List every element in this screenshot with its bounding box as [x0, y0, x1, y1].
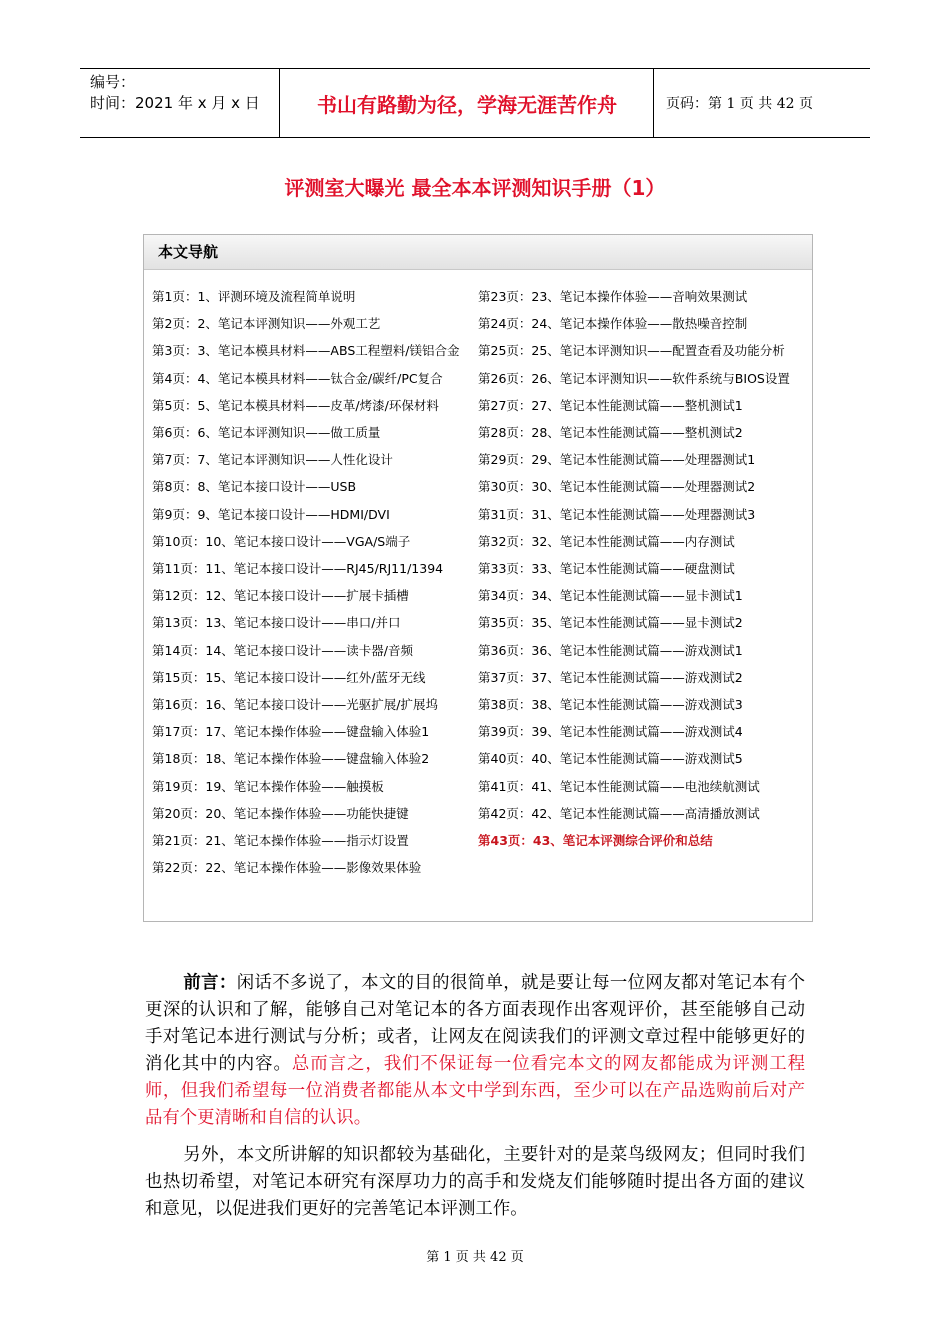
document-number-label: 编号： — [90, 73, 136, 91]
page-footer: 第 1 页 共 42 页 — [426, 1250, 524, 1265]
preface-lead: 前言： — [183, 973, 237, 993]
nav-link-right-7[interactable]: 第29页：29、笔记本性能测试篇——处理器测试1 — [478, 452, 756, 468]
nav-link-left-1[interactable]: 第1页：1、评测环境及流程简单说明 — [152, 289, 356, 304]
nav-link-left-12[interactable]: 第12页：12、笔记本接口设计——扩展卡插槽 — [152, 588, 409, 604]
document-date-label: 时间：2021 年 x 月 x 日 — [90, 94, 260, 112]
nav-link-left-18[interactable]: 第18页：18、笔记本操作体验——键盘输入体验2 — [152, 751, 430, 767]
nav-link-right-21[interactable]: 第43页：43、笔记本评测综合评价和总结 — [478, 833, 713, 849]
preface-text: 闲话不多说了，本文的目的很简单，就是要让每一位网友都对笔记本有个更深的认识和了解，能够自己对笔记本的各方面表现作出客观评价，甚至能够自己动手对笔记本进行测试与分析；或者，让网友在阅读我们的评测文章过程中能够更好的消化其中的内容。 — [145, 973, 805, 1074]
second-paragraph — [145, 1142, 805, 1223]
nav-link-right-16[interactable]: 第38页：38、笔记本性能测试篇——游戏测试3 — [478, 697, 743, 713]
nav-link-left-2[interactable]: 第2页：2、笔记本评测知识——外观工艺 — [152, 316, 381, 332]
nav-link-right-5[interactable]: 第27页：27、笔记本性能测试篇——整机测试1 — [478, 397, 743, 413]
nav-link-right-10[interactable]: 第32页：32、笔记本性能测试篇——内存测试 — [478, 533, 735, 549]
nav-link-left-9[interactable]: 第9页：9、笔记本接口设计——HDMI/DVI — [152, 506, 390, 522]
nav-link-right-11[interactable]: 第33页：33、笔记本性能测试篇——硬盘测试 — [478, 561, 735, 577]
nav-link-left-6[interactable]: 第6页：6、笔记本评测知识——做工质量 — [152, 425, 381, 441]
header-page-code: 页码：第 1 页 共 42 页 — [666, 96, 813, 112]
nav-link-right-6[interactable]: 第28页：28、笔记本性能测试篇——整机测试2 — [478, 425, 743, 441]
nav-link-left-11[interactable]: 第11页：11、笔记本接口设计——RJ45/RJ11/1394 — [152, 561, 444, 577]
nav-link-right-3[interactable]: 第25页：25、笔记本评测知识——配置查看及功能分析 — [478, 343, 785, 359]
second-paragraph-text: 另外，本文所讲解的知识都较为基础化，主要针对的是菜鸟级网友；但同时我们也热切希望，对笔记本研究有深厚功力的高手和发烧友们能够随时提出各方面的建议和意见，以促进我们更好的完善笔记本评测工作。 — [145, 1145, 805, 1219]
nav-link-right-4[interactable]: 第26页：26、笔记本评测知识——软件系统与BIOS设置 — [478, 370, 790, 386]
navigation-left-column — [152, 283, 470, 881]
nav-link-left-22[interactable]: 第22页：22、笔记本操作体验——影像效果体验 — [152, 860, 422, 876]
nav-link-left-16[interactable]: 第16页：16、笔记本接口设计——光驱扩展/扩展坞 — [152, 697, 439, 713]
nav-link-right-17[interactable]: 第39页：39、笔记本性能测试篇——游戏测试4 — [478, 724, 743, 740]
nav-link-left-13[interactable]: 第13页：13、笔记本接口设计——串口/并口 — [152, 615, 401, 631]
nav-link-right-15[interactable]: 第37页：37、笔记本性能测试篇——游戏测试2 — [478, 669, 743, 685]
nav-link-left-3[interactable]: 第3页：3、笔记本模具材料——ABS工程塑料/镁铝合金 — [152, 343, 460, 359]
nav-link-right-1[interactable]: 第23页：23、笔记本操作体验——音响效果测试 — [478, 289, 748, 304]
nav-link-left-20[interactable]: 第20页：20、笔记本操作体验——功能快捷键 — [152, 805, 409, 821]
navigation-heading: 本文导航 — [144, 235, 812, 270]
header-motto: 书山有路勤为径，学海无涯苦作舟 — [281, 69, 654, 137]
header-meta — [80, 69, 280, 137]
nav-link-left-17[interactable]: 第17页：17、笔记本操作体验——键盘输入体验1 — [152, 724, 430, 740]
nav-link-left-5[interactable]: 第5页：5、笔记本模具材料——皮革/烤漆/环保材料 — [152, 397, 439, 413]
nav-link-left-21[interactable]: 第21页：21、笔记本操作体验——指示灯设置 — [152, 833, 409, 849]
nav-link-right-13[interactable]: 第35页：35、笔记本性能测试篇——显卡测试2 — [478, 615, 743, 631]
preface-highlight: 总而言之，我们不保证每一位看完本文的网友都能成为评测工程师，但我们希望每一位消费者都能从本文中学到东西，至少可以在产品选购前后对产品有个更清晰和自信的认识。 — [145, 1054, 805, 1128]
header-table — [80, 68, 870, 138]
nav-link-left-4[interactable]: 第4页：4、笔记本模具材料——钛合金/碳纤/PC复合 — [152, 370, 443, 386]
nav-link-right-14[interactable]: 第36页：36、笔记本性能测试篇——游戏测试1 — [478, 642, 743, 658]
nav-link-right-19[interactable]: 第41页：41、笔记本性能测试篇——电池续航测试 — [478, 778, 760, 794]
nav-link-right-9[interactable]: 第31页：31、笔记本性能测试篇——处理器测试3 — [478, 506, 756, 522]
navigation-right-column — [478, 283, 804, 854]
page-title: 评测室大曝光 最全本本评测知识手册（1） — [284, 176, 666, 200]
nav-link-left-10[interactable]: 第10页：10、笔记本接口设计——VGA/S端子 — [152, 533, 411, 549]
nav-link-right-2[interactable]: 第24页：24、笔记本操作体验——散热噪音控制 — [478, 316, 748, 332]
nav-link-right-18[interactable]: 第40页：40、笔记本性能测试篇——游戏测试5 — [478, 751, 743, 767]
preface-paragraph — [145, 970, 805, 1132]
nav-link-left-15[interactable]: 第15页：15、笔记本接口设计——红外/蓝牙无线 — [152, 669, 426, 685]
nav-link-left-7[interactable]: 第7页：7、笔记本评测知识——人性化设计 — [152, 452, 393, 468]
article-navigation — [143, 234, 813, 922]
nav-link-right-8[interactable]: 第30页：30、笔记本性能测试篇——处理器测试2 — [478, 479, 756, 495]
nav-link-right-20[interactable]: 第42页：42、笔记本性能测试篇——高清播放测试 — [478, 805, 760, 821]
nav-link-left-19[interactable]: 第19页：19、笔记本操作体验——触摸板 — [152, 778, 384, 794]
nav-link-left-14[interactable]: 第14页：14、笔记本接口设计——读卡器/音频 — [152, 642, 414, 658]
nav-link-left-8[interactable]: 第8页：8、笔记本接口设计——USB — [152, 479, 357, 495]
nav-link-right-12[interactable]: 第34页：34、笔记本性能测试篇——显卡测试1 — [478, 588, 743, 604]
